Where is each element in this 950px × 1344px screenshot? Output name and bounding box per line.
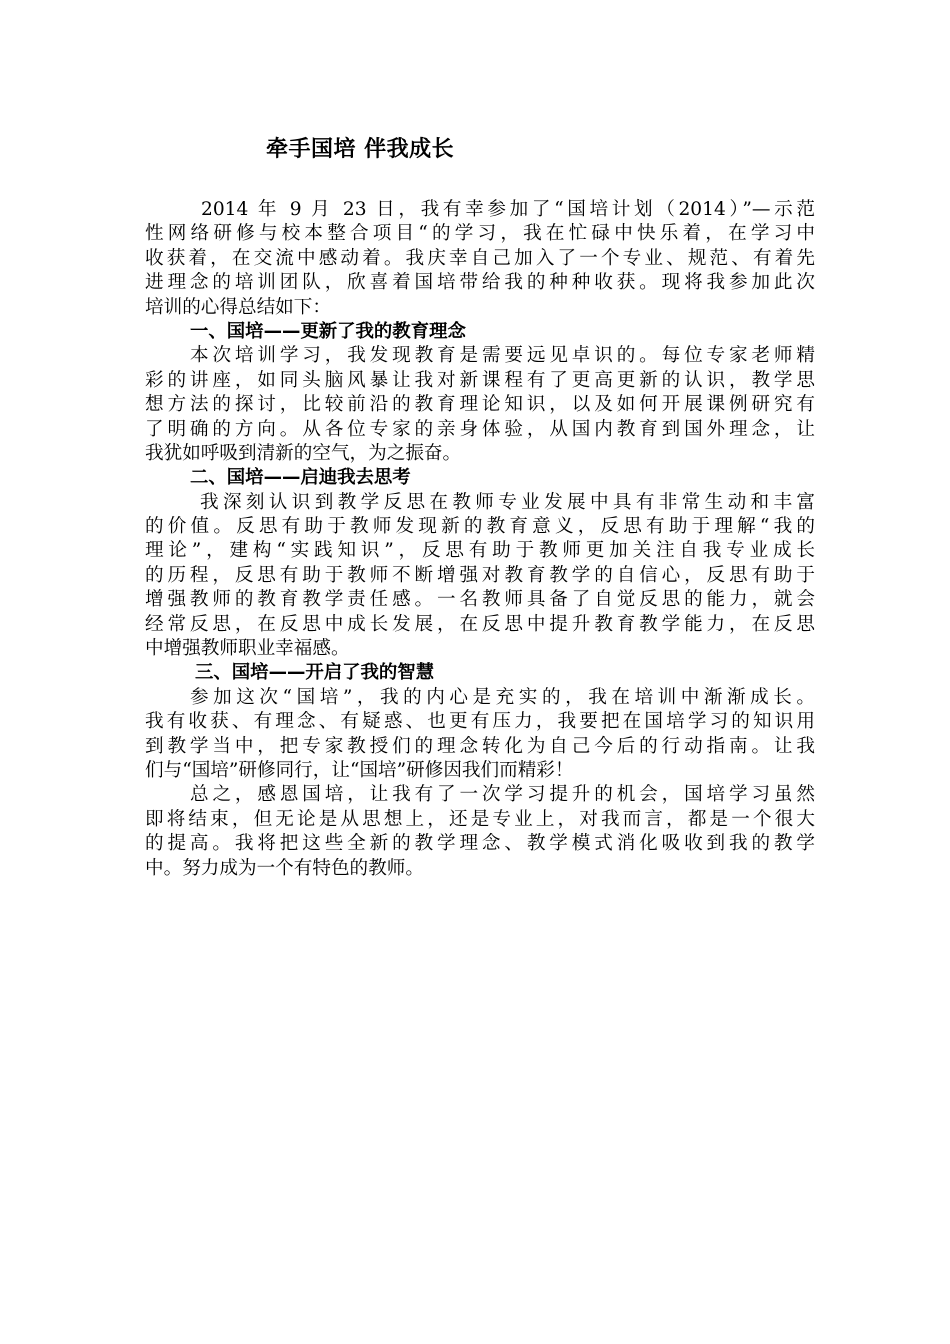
text-line: 们与“国培”研修同行，让“国培”研修因我们而精彩！ <box>145 759 574 781</box>
document-title: 牵手国培 伴我成长 <box>266 137 455 162</box>
text-line: 参加这次“国培”，我的内心是充实的，我在培训中渐渐成长。 <box>190 686 815 708</box>
text-line: 即将结束，但无论是从思想上，还是专业上，对我而言，都是一个很大 <box>145 808 815 830</box>
text-line: 的历程，反思有助于教师不断增强对教育教学的自信心，反思有助于 <box>145 564 815 586</box>
text-line: 中。努力成为一个有特色的教师。 <box>145 857 424 879</box>
text-line: 理论”，建构“实践知识”，反思有助于教师更加关注自我专业成长 <box>145 540 815 562</box>
text-line: 的提高。我将把这些全新的教学理念、教学模式消化吸收到我的教学 <box>145 833 815 855</box>
text-line: 增强教师的教育教学责任感。一名教师具备了自觉反思的能力，就会 <box>145 589 815 611</box>
section-heading-3: 三、国培——开启了我的智慧 <box>195 662 435 684</box>
text-line: 了明确的方向。从各位专家的亲身体验，从国内教育到国外理念，让 <box>145 418 815 440</box>
text-line: 彩的讲座，如同头脑风暴让我对新课程有了更高更新的认识，教学思 <box>145 369 815 391</box>
text-line: 我深刻认识到教学反思在教师专业发展中具有非常生动和丰富 <box>200 491 815 513</box>
text-line: 培训的心得总结如下： <box>145 296 331 318</box>
text-line: 本次培训学习，我发现教育是需要远见卓识的。每位专家老师精 <box>190 345 815 367</box>
document-body <box>145 198 815 881</box>
text-line: 进理念的培训团队，欣喜着国培带给我的种种收获。现将我参加此次 <box>145 272 815 294</box>
text-line: 经常反思，在反思中成长发展，在反思中提升教育教学能力，在反思 <box>145 613 815 635</box>
text-line: 2014 年 9 月 23 日，我有幸参加了“国培计划（2014）”—示范 <box>201 199 815 220</box>
section-heading-2: 二、国培——启迪我去思考 <box>190 467 411 489</box>
text-line: 我有收获、有理念、有疑惑、也更有压力，我要把在国培学习的知识用 <box>145 711 815 733</box>
text-line: 总之，感恩国培，让我有了一次学习提升的机会，国培学习虽然 <box>190 784 815 806</box>
text-line: 性网络研修与校本整合项目“的学习，我在忙碌中快乐着，在学习中 <box>145 223 815 245</box>
text-line: 想方法的探讨，比较前沿的教育理论知识，以及如何开展课例研究有 <box>145 394 815 416</box>
text-line: 收获着，在交流中感动着。我庆幸自己加入了一个专业、规范、有着先 <box>145 247 815 269</box>
text-line: 我犹如呼吸到清新的空气，为之振奋。 <box>145 442 462 464</box>
text-line: 到教学当中，把专家教授们的理念转化为自己今后的行动指南。让我 <box>145 735 815 757</box>
text-line: 的价值。反思有助于教师发现新的教育意义，反思有助于理解“我的 <box>145 516 815 538</box>
text-line: 中增强教师职业幸福感。 <box>145 638 350 660</box>
section-heading-1: 一、国培——更新了我的教育理念 <box>190 320 466 342</box>
